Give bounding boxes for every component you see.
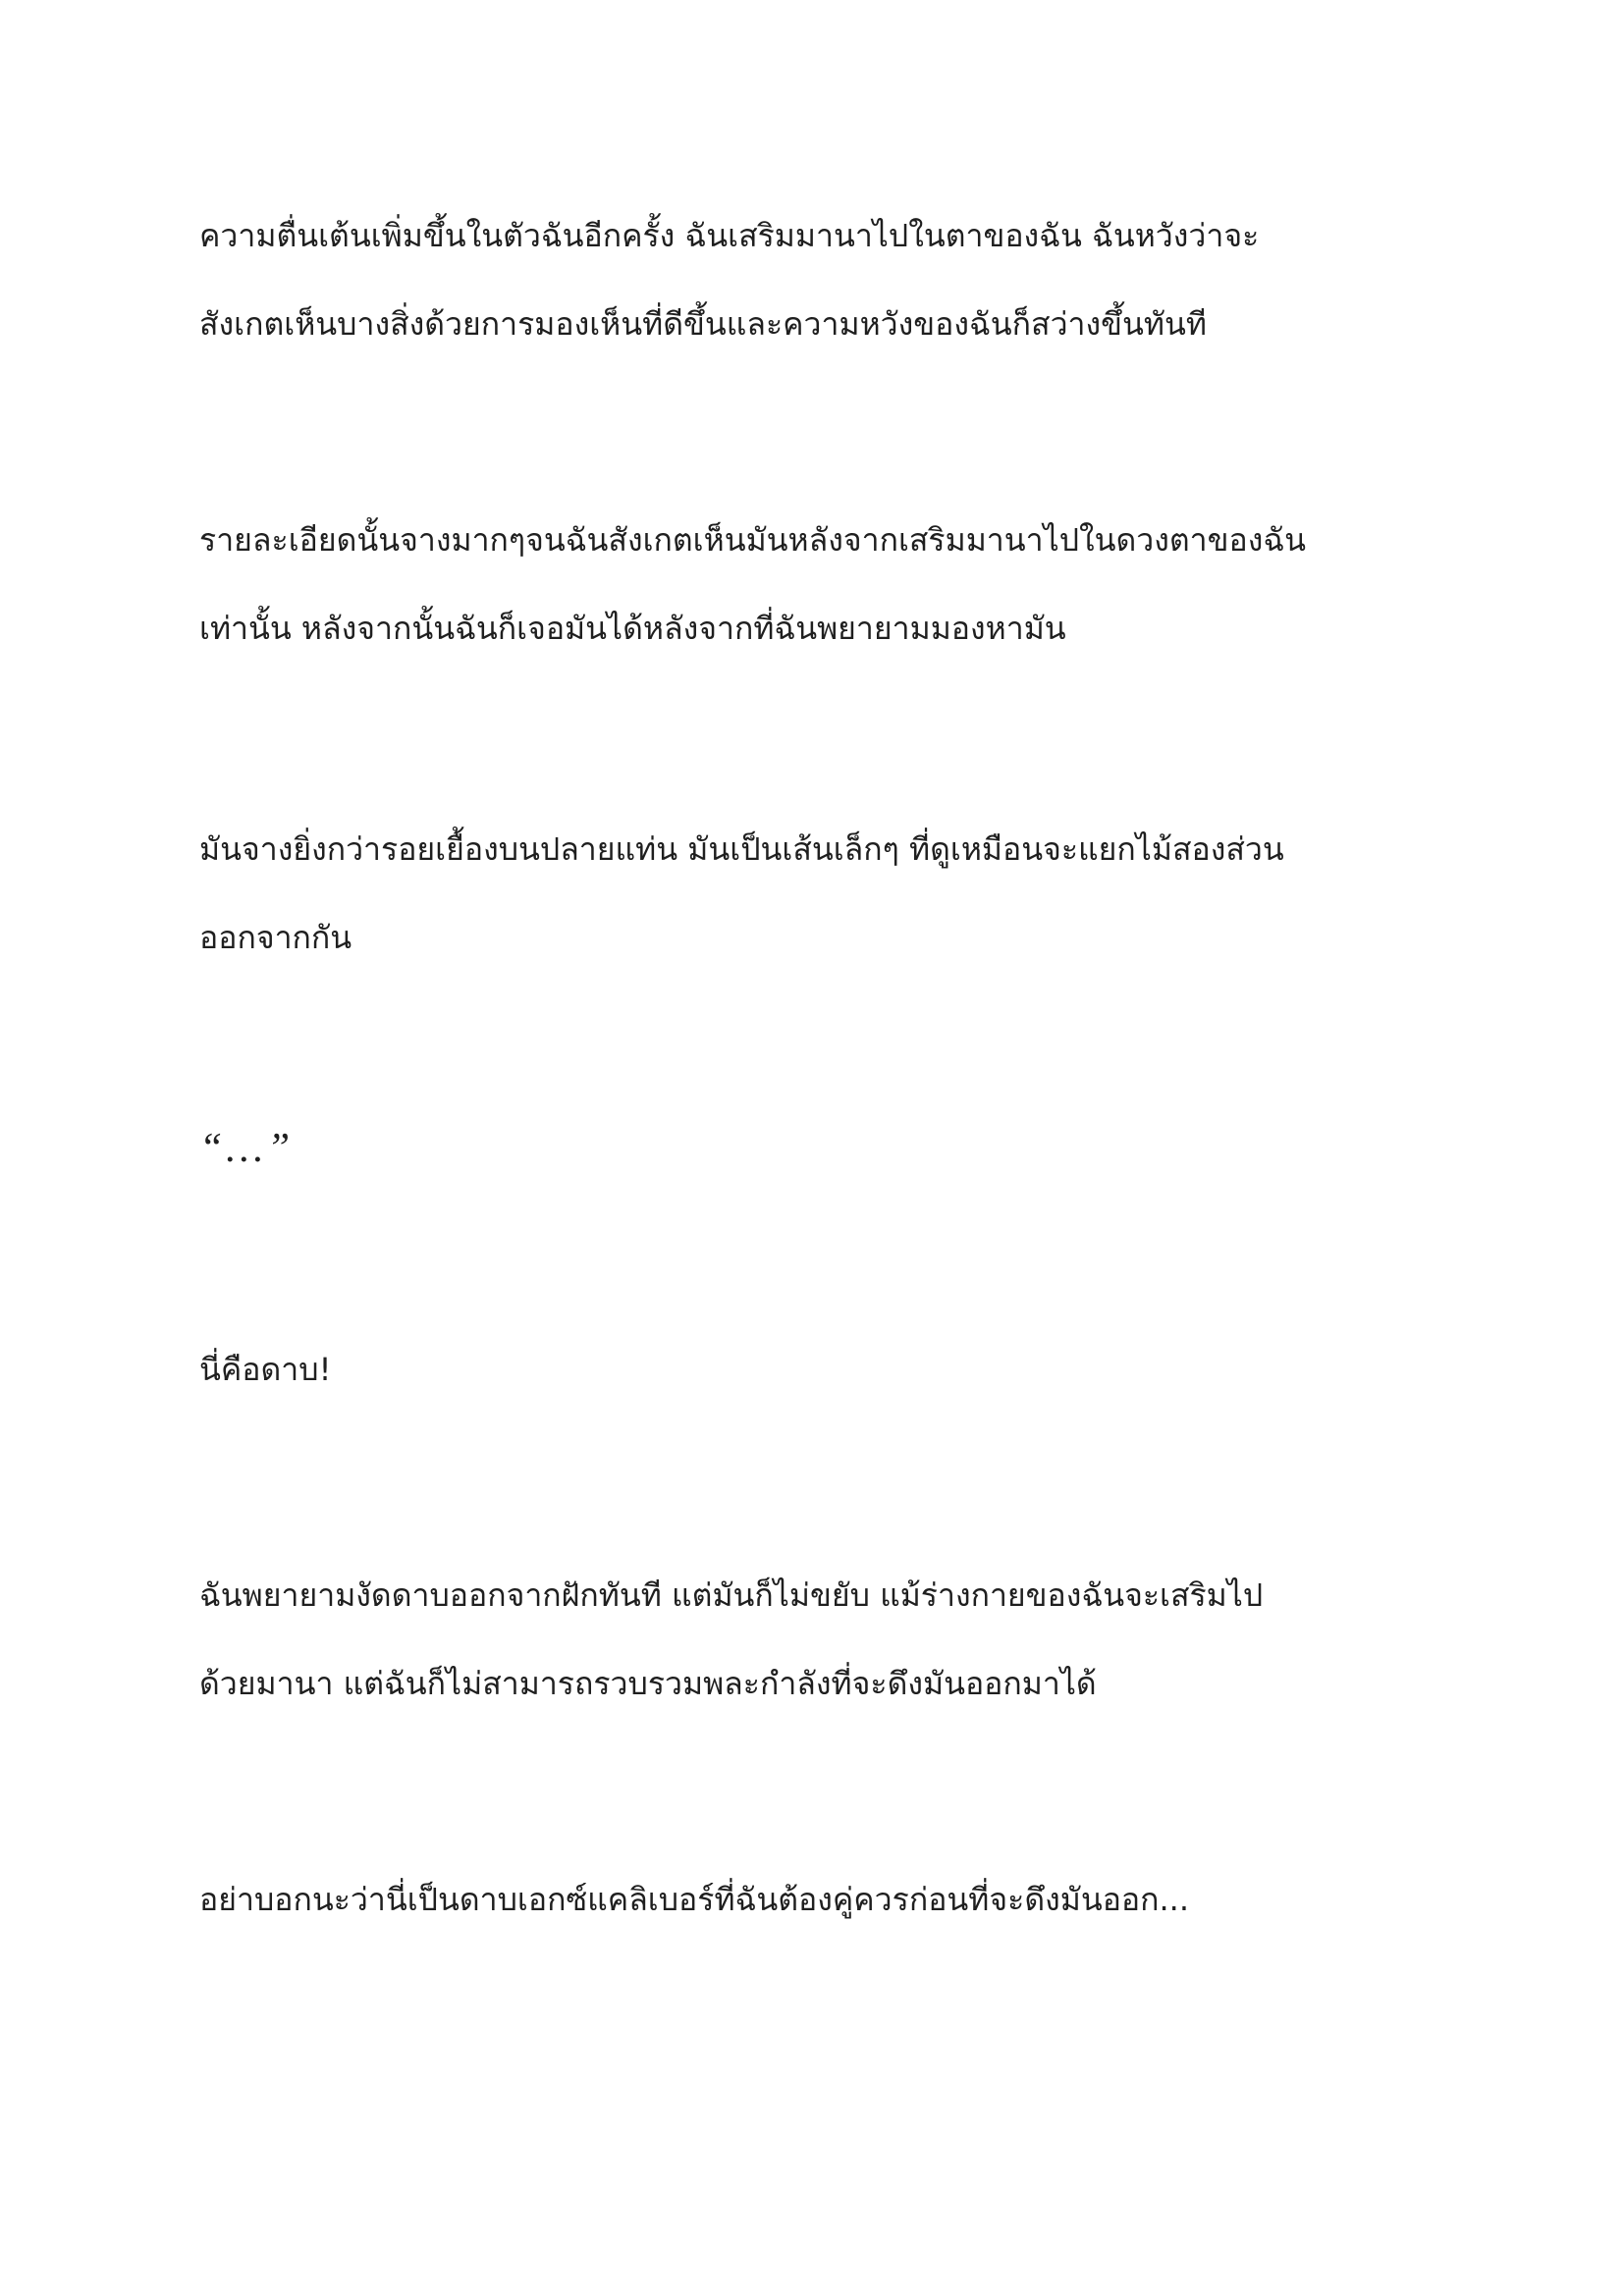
paragraph-3-line-2: ออกจากกัน [199,919,352,956]
paragraph-6-line-1: ฉันพยายามงัดดาบออกจากฝักทันที แต่มันก็ไม่ขยับ แม้ร่างกายของฉันจะเสริมไป [199,1576,1264,1614]
paragraph-2-line-2: เท่านั้น หลังจากนั้นฉันก็เจอมันได้หลังจากที่ฉันพยายามมองหามัน [199,610,1066,647]
paragraph-5-line-1: นี่คือดาบ! [199,1351,332,1388]
paragraph-6-line-2: ด้วยมานา แต่ฉันก็ไม่สามารถรวบรวมพละกำลังที่จะดึงมันออกมาได้ [199,1665,1097,1702]
paragraph-3-line-1: มันจางยิ่งกว่ารอยเยื้องบนปลายแท่น มันเป็นเส้นเล็กๆ ที่ดูเหมือนจะแยกไม้สองส่วน [199,830,1284,868]
ellipsis-quote: “…” [199,1126,295,1171]
paragraph-1-line-1: ความตื่นเต้นเพิ่มขึ้นในตัวฉันอีกครั้ง ฉันเสริมมานาไปในตาของฉัน ฉันหวังว่าจะ [199,217,1260,254]
paragraph-1-line-2: สังเกตเห็นบางสิ่งด้วยการมองเห็นที่ดีขึ้นและความหวังของฉันก็สว่างขึ้นทันที [199,305,1207,343]
paragraph-2-line-1: รายละเอียดนั้นจางมากๆจนฉันสังเกตเห็นมันหลังจากเสริมมานาไปในดวงตาของฉัน [199,521,1307,559]
paragraph-7-line-1: อย่าบอกนะว่านี่เป็นดาบเอกซ์แคลิเบอร์ที่ฉันต้องคู่ควรก่อนที่จะดึงมันออก... [199,1881,1190,1918]
